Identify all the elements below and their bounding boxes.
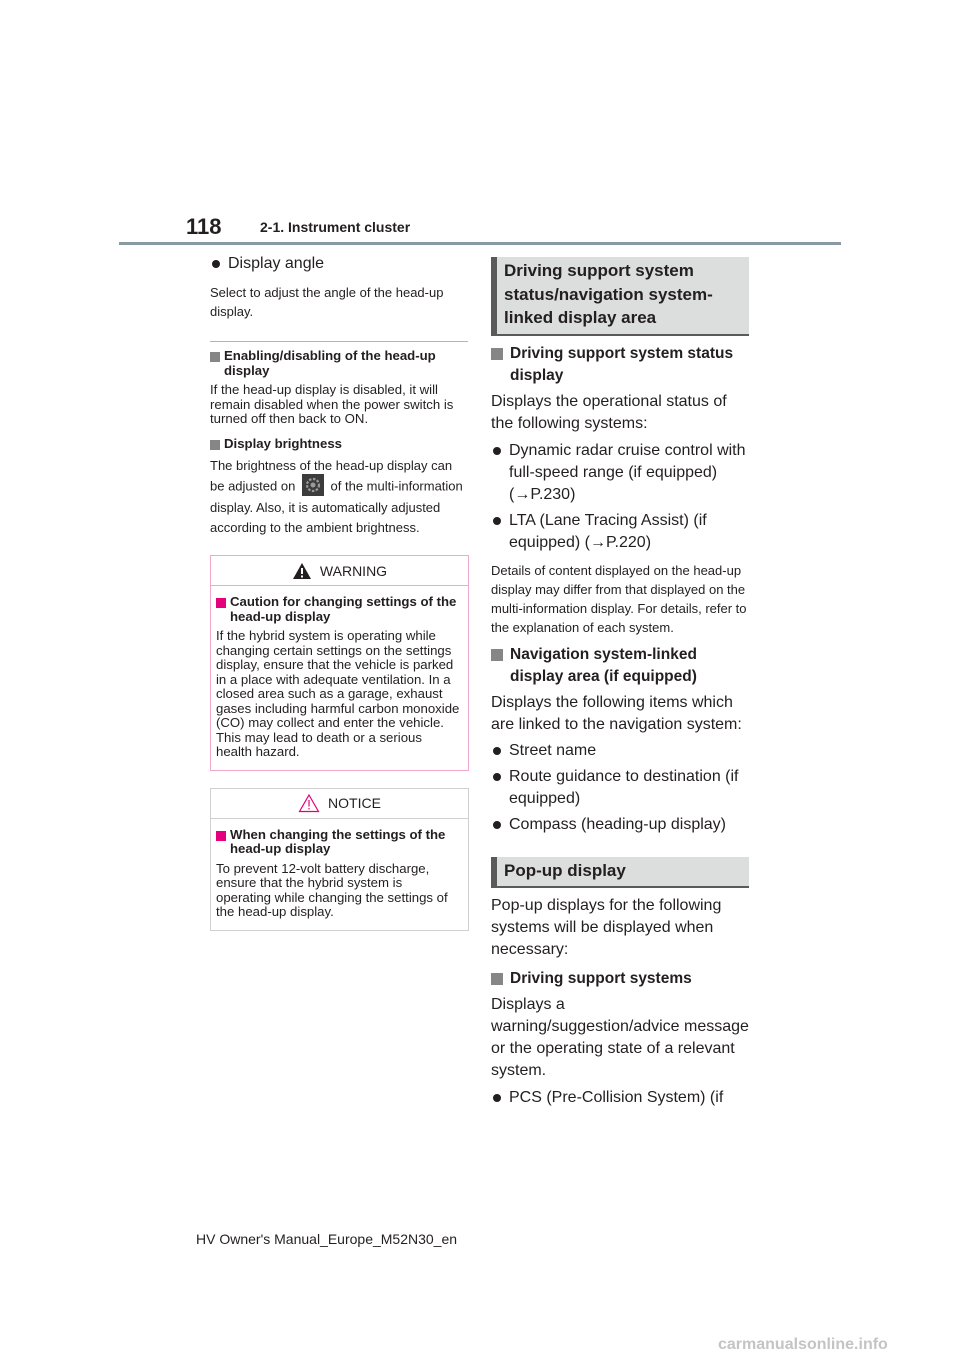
warning-heading-text: Caution for changing settings of the head-up display	[230, 594, 457, 624]
warning-title: WARNING	[319, 562, 388, 579]
notice-heading-text: When changing the settings of the head-up display	[230, 826, 446, 856]
warning-box	[210, 555, 469, 771]
warning-box-body	[211, 586, 468, 770]
display-angle-text: Select to adjust the angle of the head-up display.	[210, 285, 444, 319]
square-bullet-icon	[216, 831, 226, 841]
square-bullet-icon	[210, 352, 220, 362]
notice-box-header	[211, 789, 468, 819]
bullet-dot-icon	[493, 821, 501, 829]
navigation-item	[491, 740, 751, 762]
bullet-dot-icon	[493, 773, 501, 781]
navigation-heading-text: Navigation system-linked display area (if equipped)	[510, 645, 697, 685]
navigation-intro: Displays the following items which are linked to the navigation system:	[491, 693, 742, 733]
status-intro: Displays the operational status of the following systems:	[491, 392, 727, 432]
navigation-item-text: Route guidance to destination (if equipped)	[509, 767, 739, 807]
bullet-display-angle	[210, 253, 470, 275]
heading-driving-support-status: Driving support system status/navigation system-linked display area	[491, 257, 749, 336]
footer-text: HV Owner's Manual_Europe_M52N30_en	[196, 1231, 458, 1247]
popup-intro: Pop-up displays for the following systems will be displayed when necessary:	[491, 897, 722, 958]
brightness-heading-text: Display brightness	[224, 435, 342, 451]
bullet-dot-icon	[212, 260, 220, 268]
left-column	[210, 253, 470, 931]
notice-title: NOTICE	[328, 795, 381, 811]
navigation-item-text: Street name	[509, 741, 597, 759]
warning-text: If the hybrid system is operating while changing certain settings on the settings display, ensure that the vehicle is parked in a place with adequate ventilation. In a closed area such as a garage, exhaust gases including harmful carbon monoxide (CO) may collect and enter the vehicle. This may lead to death or a serious health hazard.	[216, 628, 460, 759]
caution-triangle-icon	[298, 793, 320, 813]
status-item	[491, 440, 751, 506]
brightness-heading	[210, 437, 470, 452]
heading-popup-display: Pop-up display	[491, 857, 749, 889]
square-bullet-icon	[491, 973, 503, 985]
display-angle-label: Display angle	[228, 255, 325, 272]
section-title: 2-1. Instrument cluster	[260, 219, 411, 235]
brightness-text	[210, 456, 468, 538]
square-bullet-icon	[491, 348, 503, 360]
right-column	[491, 257, 751, 1109]
brightness-text-before: The brightness of the head-up display can be adjusted on	[210, 458, 453, 494]
status-item	[491, 510, 751, 554]
bullet-dot-icon	[493, 517, 501, 525]
enabling-heading	[210, 349, 470, 378]
gear-icon	[302, 474, 324, 496]
notice-text: To prevent 12-volt battery discharge, ensure that the hybrid system is operating while changing the settings of the head-up display.	[216, 860, 448, 919]
support-systems-heading	[491, 968, 751, 990]
watermark: carmanualsonline.info	[718, 1336, 888, 1353]
support-item-text: PCS (Pre-Collision System) (if	[509, 1089, 724, 1106]
page-number: 118	[186, 214, 222, 239]
support-systems-text: Displays a warning/suggestion/advice message or the operating state of a relevant system.	[491, 996, 749, 1079]
section-divider	[210, 341, 468, 342]
status-note: Details of content displayed on the head-up display may differ from that displayed on the multi-information display. For details, refer to the explanation of each system.	[491, 562, 747, 635]
status-display-heading	[491, 343, 751, 387]
status-display-heading-text: Driving support system status display	[510, 344, 734, 384]
navigation-item-text: Compass (heading-up display)	[509, 815, 726, 833]
enabling-heading-text: Enabling/disabling of the head-up display	[224, 348, 436, 378]
status-item-text: LTA (Lane Tracing Assist) (if equipped) (→P.220)	[509, 511, 707, 551]
navigation-item	[491, 814, 751, 836]
square-bullet-icon	[216, 598, 226, 608]
status-item-text: Dynamic radar cruise control with full-speed range (if equipped) (→P.230)	[509, 441, 746, 503]
warning-box-header	[211, 556, 468, 586]
bullet-dot-icon	[493, 747, 501, 755]
notice-box-body	[211, 819, 468, 930]
support-item	[491, 1087, 751, 1109]
support-systems-heading-text: Driving support systems	[510, 970, 692, 987]
bullet-dot-icon	[493, 1094, 501, 1102]
notice-heading	[216, 828, 460, 857]
navigation-item	[491, 766, 751, 810]
enabling-text: If the head-up display is disabled, it will remain disabled when the power switch is turned off then back to ON.	[210, 382, 454, 426]
navigation-heading	[491, 644, 751, 688]
notice-box	[210, 788, 469, 931]
warning-heading	[216, 595, 460, 624]
square-bullet-icon	[491, 649, 503, 661]
brightness-text-after: of the multi-information display. Also, it is automatically adjusted according to the ambient brightness.	[210, 478, 463, 535]
square-bullet-icon	[210, 440, 220, 450]
bullet-dot-icon	[493, 447, 501, 455]
warning-triangle-icon	[292, 562, 312, 580]
header-divider	[119, 242, 841, 245]
